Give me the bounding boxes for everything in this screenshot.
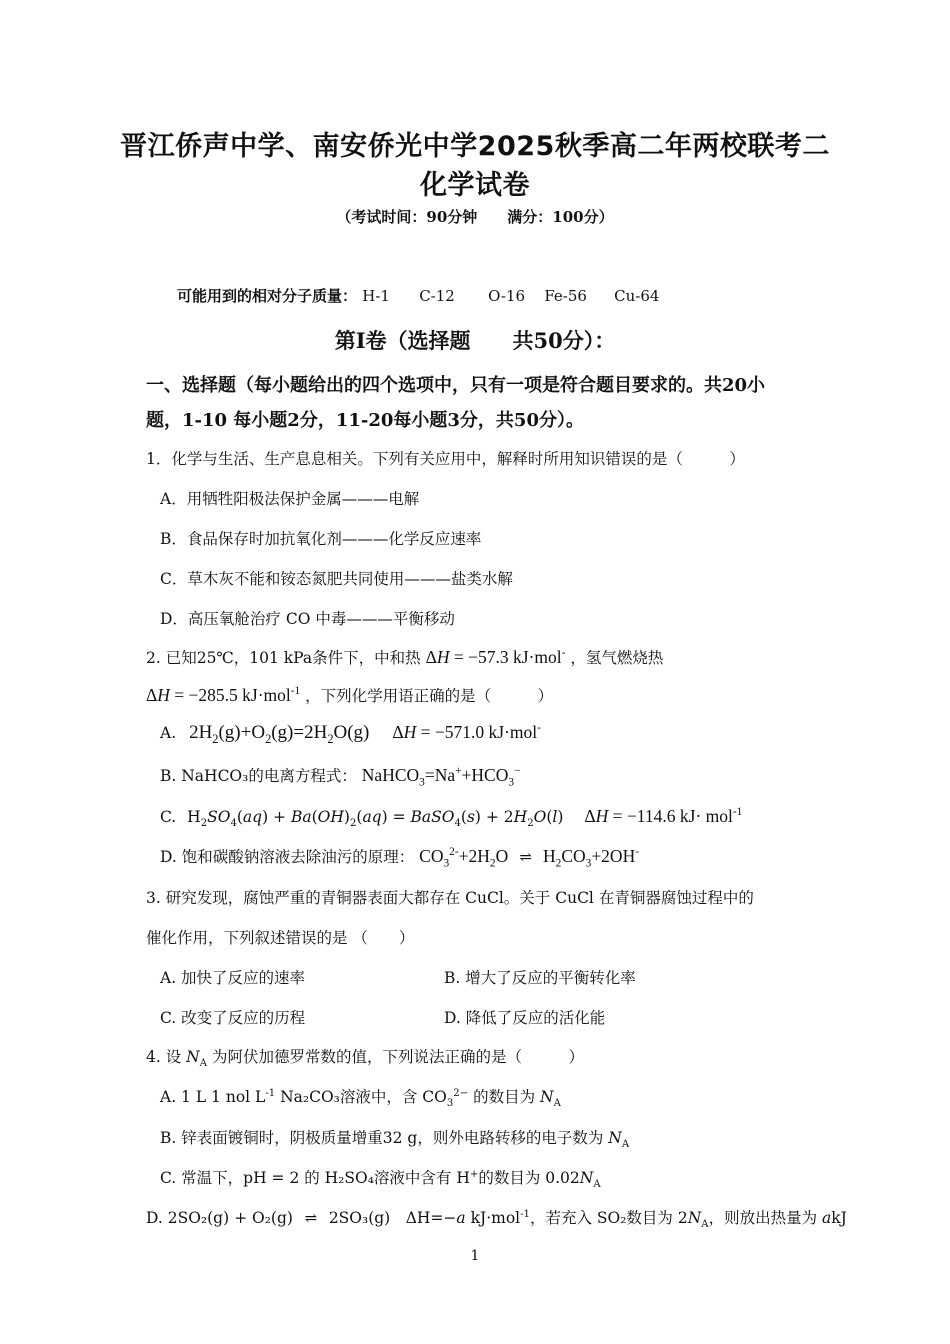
q2-option-d xyxy=(160,845,640,870)
q3-option-a: A. 加快了反应的速率 xyxy=(160,969,306,987)
q4-stem: 4. 设 $N_A$ 为阿伏加德罗常数的值，下列说法正确的是（ ） xyxy=(146,1048,584,1070)
q2-option-c xyxy=(160,806,743,830)
q4-option-a: A. 1 L 1 nol $L^{-1}$ Na₂CO₃溶液中，含 $CO_3^{2-}$ 的数目为 $N_A$ xyxy=(160,1087,561,1110)
q2-d-equation: $CO_3^{2-}+2H_2O$ ⇌ $H_2CO_3+2OH^-$ xyxy=(419,846,640,870)
q3-option-b: B. 增大了反应的平衡转化率 xyxy=(444,969,636,987)
q4-option-c: C. 常温下，pH = 2 的 H₂SO₄溶液中含有 H+的数目为 $0.02N_A$ xyxy=(160,1168,601,1191)
section-title: 第Ⅰ卷（选择题 共50分）： xyxy=(334,328,616,353)
q2-d-label: D. 饱和碳酸钠溶液去除油污的原理： xyxy=(160,848,415,866)
equilibrium-arrow-icon: ⇌ xyxy=(519,850,532,866)
relative-masses xyxy=(177,285,659,306)
q2-stem-line-2 xyxy=(146,684,553,706)
title-line-2: 化学试卷 xyxy=(420,170,530,201)
equilibrium-arrow-icon: ⇌ xyxy=(304,1209,318,1227)
q1-stem: 1．化学与生活、生产息息相关。下列有关应用中，解释时所用知识错误的是（ ） xyxy=(146,450,745,468)
q2-c-label: C. xyxy=(160,808,177,826)
q2-stem-a: 2. 已知25℃，101 kPa条件下，中和热 xyxy=(146,649,421,667)
q2-option-a xyxy=(160,722,541,744)
mass-c: C-12 xyxy=(419,287,455,305)
mass-h: H-1 xyxy=(362,287,390,305)
title-line-1: 晋江侨声中学、南安侨光中学2025秋季高二年两校联考二 xyxy=(120,131,830,162)
mass-cu: Cu-64 xyxy=(614,287,660,305)
q2-b-equation: $NaHCO_3=Na^++HCO_3^-$ xyxy=(361,765,521,789)
na-symbol: N xyxy=(186,1048,200,1066)
q2-stem-line-1 xyxy=(146,646,663,668)
q2-stem-c: ，下列化学用语正确的是（ ） xyxy=(305,687,554,705)
page-number: 1 xyxy=(470,1248,480,1264)
q1-option-b: B．食品保存时加抗氧化剂———化学反应速率 xyxy=(160,530,482,548)
q3-stem-1: 3. 研究发现，腐蚀严重的青铜器表面大都存在 CuCl。关于 CuCl 在青铜器腐蚀过程中的 xyxy=(146,889,754,907)
q2-stem-b: ，氢气燃烧热 xyxy=(570,649,664,667)
exam-info: （考试时间：90分钟 满分：100分） xyxy=(336,208,614,226)
section-instruction-1: 一、选择题（每小题给出的四个选项中，只有一项是符合题目要求的。共20小 xyxy=(146,375,766,396)
q3-stem-2: 催化作用，下列叙述错误的是 （ ） xyxy=(146,929,415,947)
q3-option-d: D. 降低了反应的活化能 xyxy=(444,1009,606,1027)
q2-b-label: B. NaHCO₃的电离方程式： xyxy=(160,767,357,785)
q4-option-b: B. 锌表面镀铜时，阴极质量增重32 g，则外电路转移的电子数为 $N_A$ xyxy=(160,1129,630,1151)
masses-label: 可能用到的相对分子质量： xyxy=(177,287,358,305)
q2-a-equation: $2H_2(g)+O_2(g)=2H_2O(g)$ xyxy=(189,722,370,746)
mass-fe: Fe-56 xyxy=(544,287,587,305)
q2-c-equation: $H_2SO_4(aq) + Ba(OH)_2(aq)$ = BaSO$_4$(s) + $2H_2O(l)$ xyxy=(187,808,564,830)
section-instruction-2: 题，1-10 每小题2分，11-20每小题3分，共50分）。 xyxy=(146,410,584,431)
q1-option-d: D．高压氧舱治疗 CO 中毒———平衡移动 xyxy=(160,610,455,628)
q2-option-b xyxy=(160,764,521,789)
q3-option-c: C. 改变了反应的历程 xyxy=(160,1009,306,1027)
q2-c-delta-h: ΔH = −114.6 kJ· mol$^{-1}$ xyxy=(584,806,743,826)
q2-a-label: A. xyxy=(160,724,177,742)
q2-a-delta-h: ΔH = −571.0 kJ·mol- xyxy=(392,722,541,742)
delta-h-combustion: ΔH = −285.5 kJ·mol$^{-1}$ xyxy=(146,685,301,705)
q4-option-d: D. 2SO₂(g) + O₂(g) ⇌ 2SO₃(g) ΔH=−a kJ·mol$^{-1}$，若充入 SO₂数目为 $2N_A$，则放出热量为 akJ xyxy=(146,1208,847,1231)
q1-option-c: C．草木灰不能和铵态氮肥共同使用———盐类水解 xyxy=(160,570,513,588)
mass-o: O-16 xyxy=(488,287,526,305)
delta-h-neutralization: ΔH = −57.3 kJ·mol- xyxy=(425,647,566,667)
q1-option-a: A．用牺牲阳极法保护金属———电解 xyxy=(160,490,420,508)
